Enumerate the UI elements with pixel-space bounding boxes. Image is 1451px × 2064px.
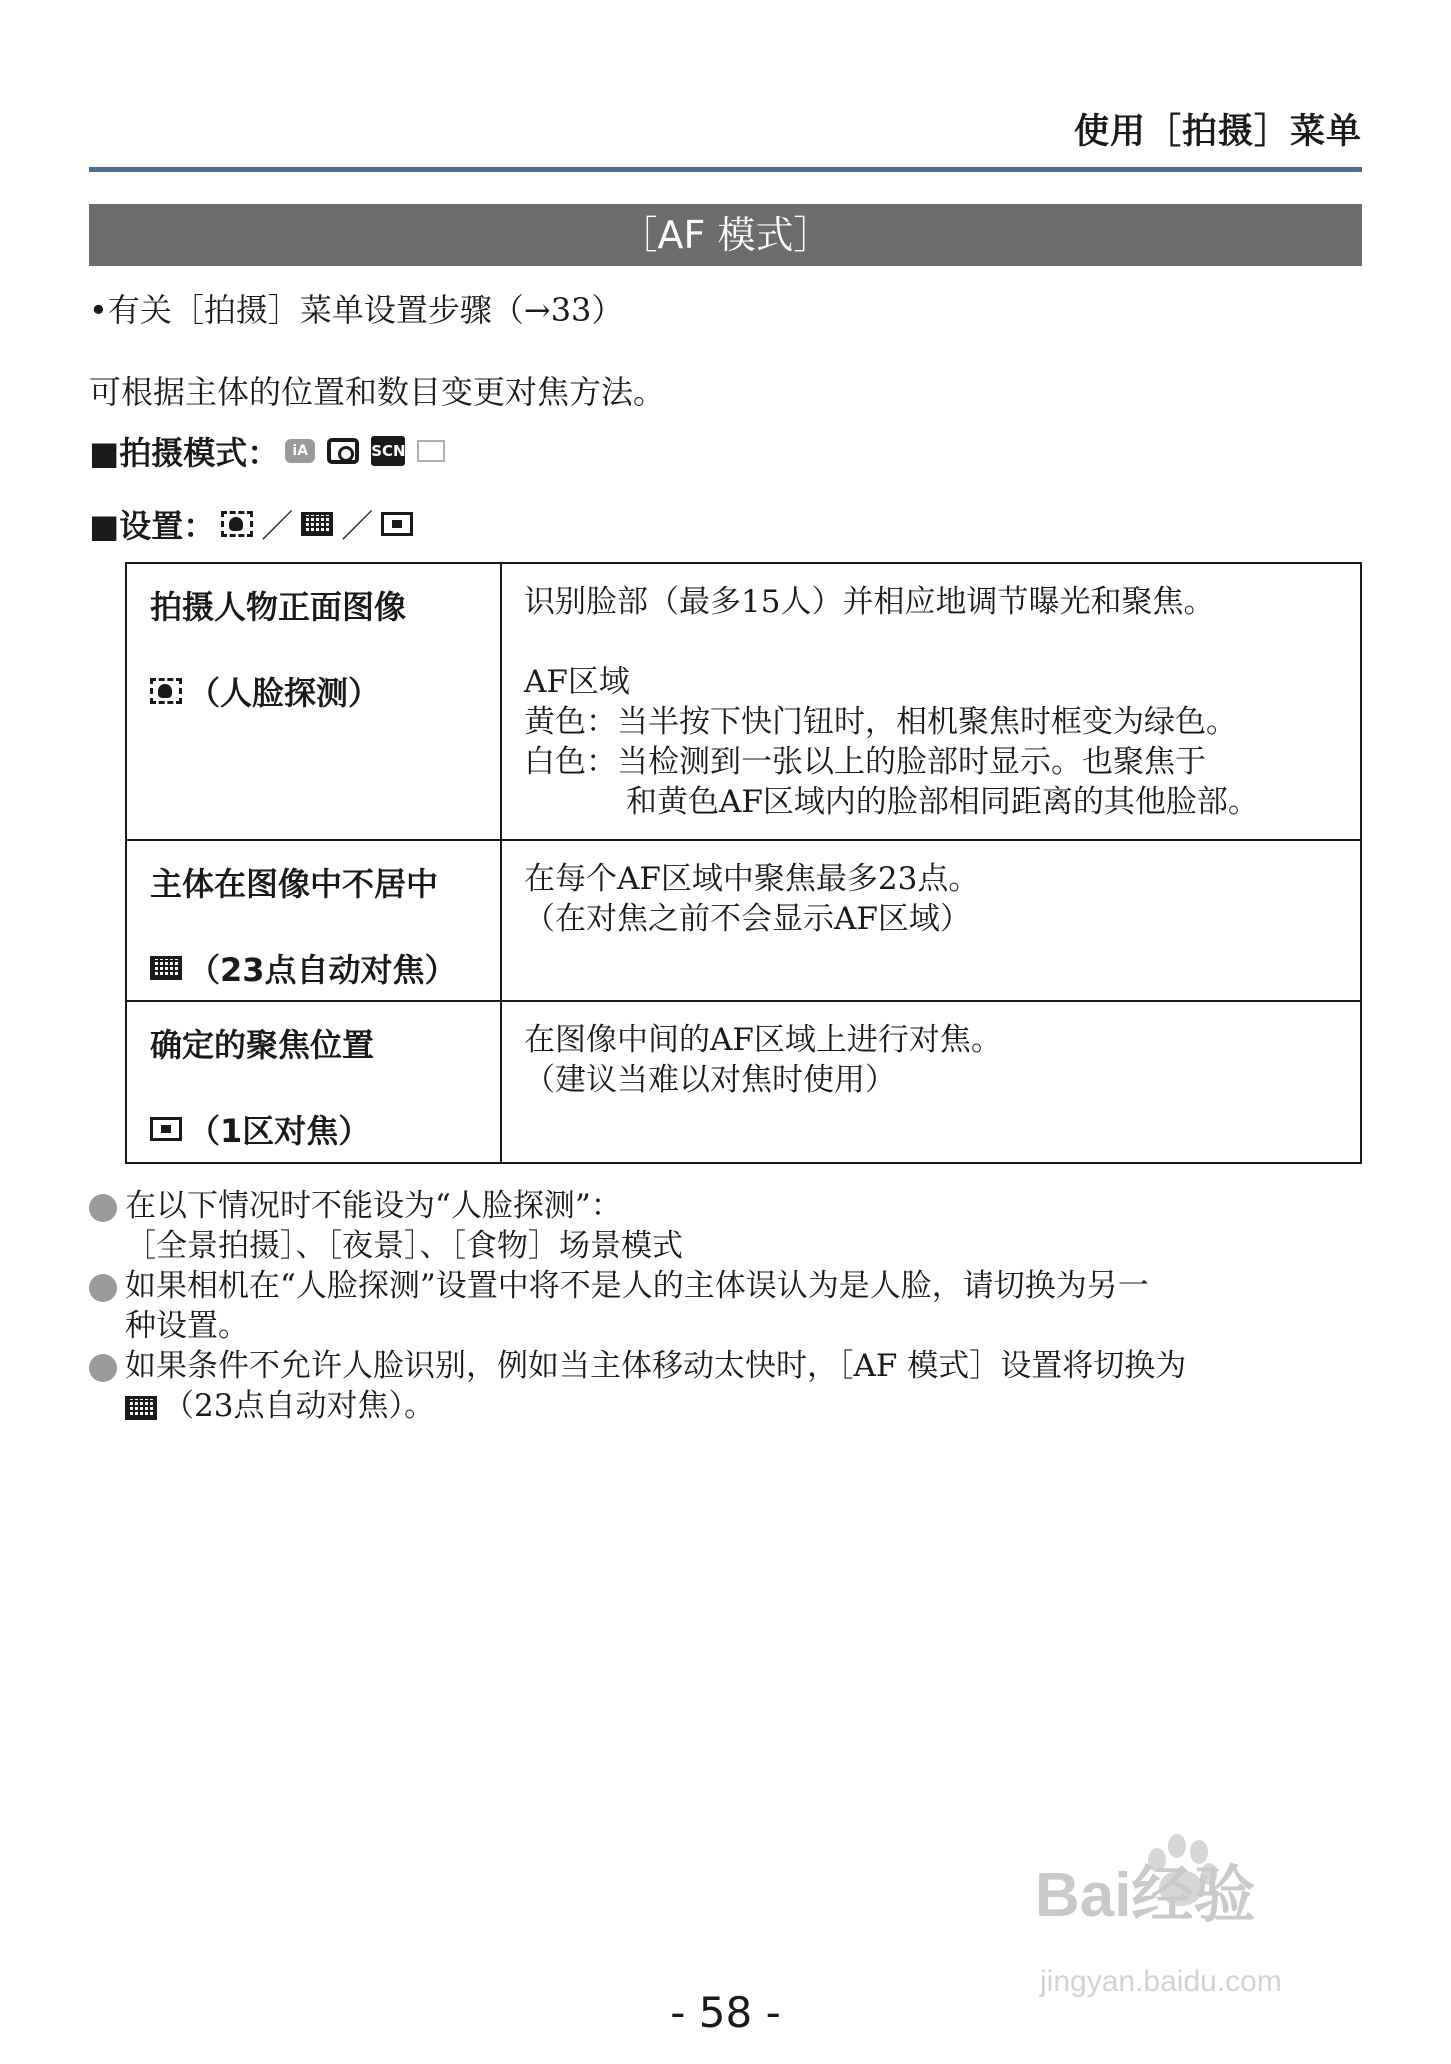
section-title-bar <box>89 204 1362 266</box>
row-label-cell <box>126 1001 501 1163</box>
table-row <box>126 840 1361 1001</box>
1-area-icon <box>381 512 413 536</box>
row-title: 拍摄人物正面图像 <box>150 588 407 626</box>
row-option <box>150 668 500 714</box>
note-line: 如果相机在“人脸探测”设置中将不是人的主体误认为是人脸，请切换为另一 <box>125 1268 1149 1304</box>
note-line: ［全景拍摄］、［夜景］、［食物］场景模式 <box>125 1228 683 1264</box>
list-item <box>89 1266 1369 1346</box>
list-item <box>89 1346 1369 1426</box>
recording-modes <box>89 428 451 474</box>
note-line: 如果条件不允许人脸识别，例如当主体移动太快时，［AF 模式］设置将切换为 <box>125 1348 1187 1384</box>
page-header-title: 使用［拍摄］菜单 <box>1073 112 1362 152</box>
row-title: 确定的聚焦位置 <box>150 1026 375 1064</box>
movie-icon <box>417 440 445 462</box>
list-item <box>89 1186 1369 1266</box>
face-detection-icon <box>150 678 182 704</box>
af-mode-table <box>125 562 1362 1164</box>
header-divider <box>89 167 1362 172</box>
description-line: （在对焦之前不会显示AF区域） <box>524 901 971 937</box>
description-line: 在每个AF区域中聚焦最多23点。 <box>524 861 980 897</box>
bullet-icon <box>89 1354 117 1382</box>
row-option <box>150 1106 500 1152</box>
table-row <box>126 563 1361 840</box>
bullet-icon <box>89 1194 117 1222</box>
row-title: 主体在图像中不居中 <box>150 865 439 903</box>
separator: ／ <box>261 507 294 545</box>
row-description-cell <box>501 563 1361 840</box>
row-label-cell <box>126 563 501 840</box>
camera-icon <box>327 438 359 464</box>
intro-text: 可根据主体的位置和数目变更对焦方法。 <box>89 373 666 411</box>
description-line: 在图像中间的AF区域上进行对焦。 <box>524 1022 1002 1058</box>
separator: ／ <box>341 507 374 545</box>
scn-icon: SCN <box>371 436 405 466</box>
row-option-label: （23点自动对焦） <box>188 951 457 989</box>
23-area-icon <box>301 512 333 536</box>
row-description-cell <box>501 840 1361 1001</box>
settings-label: ■设置： <box>89 507 216 545</box>
bullet-icon <box>89 1274 117 1302</box>
note-line: 种设置。 <box>125 1308 249 1344</box>
row-option-label: （人脸探测） <box>188 674 381 712</box>
note-line-with-icon <box>125 1386 1369 1426</box>
description-line: AF区域 <box>524 664 630 700</box>
ia-icon: iA <box>285 439 315 463</box>
menu-reference: •有关［拍摄］菜单设置步骤（→33） <box>89 291 624 329</box>
note-line-text: （23点自动对焦）。 <box>163 1388 435 1424</box>
description-line: 黄色：当半按下快门钮时，相机聚焦时框变为绿色。 <box>524 704 1237 740</box>
description-line: 和黄色AF区域内的脸部相同距离的其他脸部。 <box>626 784 1259 820</box>
watermark-url: jingyan.baidu.com <box>1040 1965 1282 1998</box>
section-title: ［AF 模式］ <box>619 213 832 257</box>
spacer <box>524 622 1360 662</box>
23-area-icon <box>150 956 182 980</box>
table-row <box>126 1001 1361 1163</box>
row-description-cell <box>501 1001 1361 1163</box>
row-label-cell <box>126 840 501 1001</box>
description-line: （建议当难以对焦时使用） <box>524 1062 896 1098</box>
1-area-icon <box>150 1117 182 1141</box>
settings-options <box>89 501 419 547</box>
face-detection-icon <box>221 511 253 537</box>
23-area-icon <box>125 1396 157 1420</box>
page-number: - 58 - <box>670 1988 781 2037</box>
row-option-label: （1区对焦） <box>188 1112 371 1150</box>
recording-modes-label: ■拍摄模式： <box>89 434 280 472</box>
note-line: 在以下情况时不能设为“人脸探测”： <box>125 1188 622 1224</box>
notes-list <box>89 1186 1369 1426</box>
row-option <box>150 945 500 991</box>
watermark-brand: Bai经验 <box>1035 1861 1256 1930</box>
description-line: 白色：当检测到一张以上的脸部时显示。也聚焦于 <box>524 744 1206 780</box>
description-line: 识别脸部（最多15人）并相应地调节曝光和聚焦。 <box>524 584 1215 620</box>
